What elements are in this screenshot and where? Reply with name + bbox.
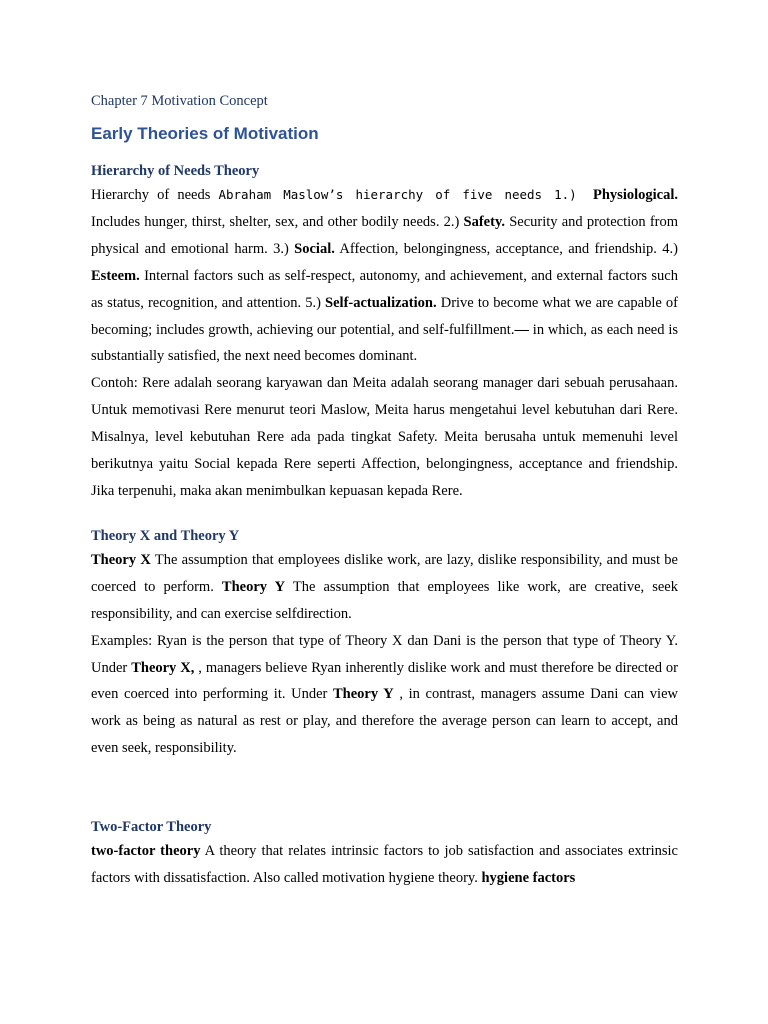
document-page bbox=[91, 90, 678, 892]
text-run: Security and protection from physical and emotional harm. 3.) bbox=[91, 213, 678, 257]
section-heading-hierarchy: Hierarchy of Needs Theory bbox=[91, 163, 260, 179]
two-factor-paragraph bbox=[91, 838, 678, 892]
theory-xy-paragraph bbox=[91, 547, 678, 628]
em-dash: — bbox=[514, 321, 529, 338]
text-run: Affection, belongingness, acceptance, and friendship. 4.) bbox=[334, 240, 678, 257]
section-heading-two-factor: Two-Factor Theory bbox=[91, 819, 212, 836]
text-run: The assumption that employees like work, are creative, seek responsibility, and can exercise selfdirection. bbox=[91, 578, 678, 622]
text-run: Drive to become what we are capable of becoming; includes growth, achieving our potential, and self-fulfillment. bbox=[91, 294, 678, 338]
term-social: Social. bbox=[294, 240, 335, 257]
term-safety: Safety. bbox=[463, 213, 506, 230]
text-run: in which, as each need is substantially satisfied, the next need becomes dominant. bbox=[91, 321, 678, 365]
term-esteem: Esteem. bbox=[91, 267, 140, 284]
text-run: Examples: Ryan is the person that type of Theory X dan Dani is the person that type of Theory Y. Under bbox=[91, 632, 678, 676]
text-run-mono: Abraham Maslow’s hierarchy of five needs 1.) bbox=[218, 187, 577, 202]
section-heading-theory-xy: Theory X and Theory Y bbox=[91, 527, 240, 544]
text-run: A theory that relates intrinsic factors to job satisfaction and associates extrinsic factors with dissatisfaction. Also called motivation hygiene theory. bbox=[91, 843, 678, 887]
term-theory-y: Theory Y bbox=[333, 686, 394, 703]
hierarchy-example: Contoh: Rere adalah seorang karyawan dan Meita adalah seorang manager dari sebuah perusahaan. Untuk memotivasi Rere menurut teori Maslow, Meita harus mengetahui level kebutuhan dari Rere. Misalnya, level kebutuhan Rere ada pada tingkat Safety. Meita berusaha untuk memenuhi level berikutnya yaitu Social kepada Rere seperti Affection, belongingness, acceptance and friendship. Jika terpenuhi, maka akan menimbulkan kepuasan kepada Rere. bbox=[91, 375, 678, 499]
theory-xy-example bbox=[91, 628, 678, 763]
text-run: Internal factors such as self-respect, autonomy, and achievement, and external factors such as status, recognition, and attention. 5.) bbox=[91, 267, 678, 311]
text-run: Hierarchy of needs bbox=[91, 187, 219, 203]
chapter-title: Chapter 7 Motivation Concept bbox=[91, 93, 268, 109]
term-self-actualization: Self-actualization. bbox=[325, 294, 437, 311]
term-physiological: Physiological. bbox=[593, 187, 678, 203]
text-run: , in contrast, managers assume Dani can view work as being as natural as rest or play, and therefore the average person can learn to accept, and even seek, responsibility. bbox=[91, 686, 678, 757]
term-two-factor-theory: two-factor theory bbox=[91, 843, 201, 860]
main-heading: Early Theories of Motivation bbox=[91, 124, 319, 143]
term-theory-x: Theory X bbox=[91, 551, 151, 568]
hierarchy-paragraph bbox=[91, 182, 678, 370]
text-run: Includes hunger, thirst, shelter, sex, and other bodily needs. 2.) bbox=[91, 213, 464, 230]
text-run: The assumption that employees dislike work, are lazy, dislike responsibility, and must be coerced to perform. bbox=[91, 551, 678, 595]
term-hygiene-factors: hygiene factors bbox=[481, 870, 576, 887]
term-theory-x: Theory X, bbox=[131, 659, 195, 676]
term-theory-y: Theory Y bbox=[221, 578, 286, 595]
text-run: , managers believe Ryan inherently dislike work and must therefore be directed or even coerced into performing it. Under bbox=[91, 659, 678, 703]
